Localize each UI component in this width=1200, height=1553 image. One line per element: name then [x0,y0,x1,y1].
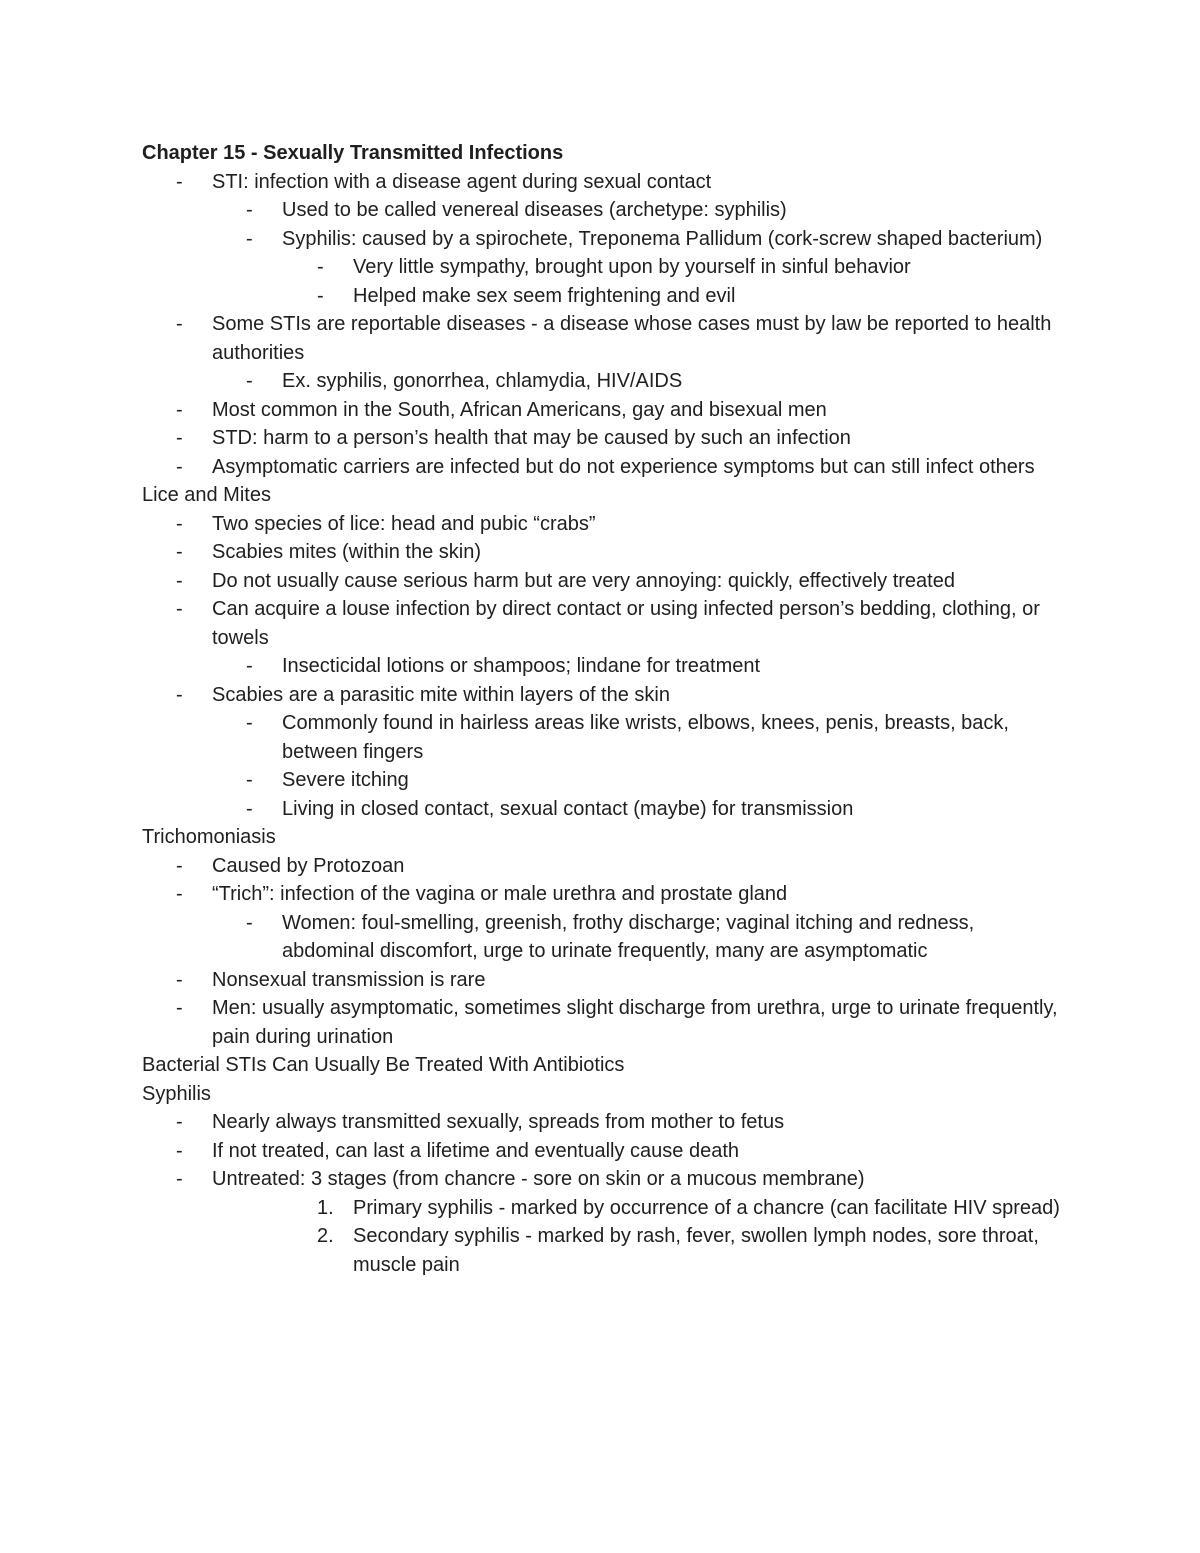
list-marker: - [246,797,253,820]
outline-list [142,168,1072,1280]
list-item-text: Some STIs are reportable diseases - a disease whose cases must by law be reported to health authorities [212,313,1052,364]
list-item [142,168,1072,197]
list-item-text: Ex. syphilis, gonorrhea, chlamydia, HIV/AIDS [282,370,683,392]
list-marker: - [176,427,183,449]
list-item-text: Insecticidal lotions or shampoos; lindane for treatment [282,655,761,677]
list-item [142,1194,1072,1223]
list-item-text: Asymptomatic carriers are infected but do not experience symptoms but can still infect others [212,455,1035,478]
chapter-title: Chapter 15 - Sexually Transmitted Infections [142,142,564,164]
list-item [142,1222,1072,1279]
list-marker: - [176,683,183,706]
list-item [142,310,1072,367]
list-item [142,538,1072,567]
list-item [142,795,1072,824]
list-marker: - [176,598,183,620]
list-marker: 2. [317,1225,334,1247]
list-marker: - [246,769,253,791]
list-item [142,880,1072,909]
list-item-text: Two species of lice: head and pubic “crabs” [212,512,596,535]
list-marker: - [176,854,183,877]
list-item-text: Severe itching [282,769,409,791]
list-item [142,396,1072,425]
list-item [142,424,1072,453]
list-item-text: Nonsexual transmission is rare [212,968,486,991]
list-item-text: Caused by Protozoan [212,854,405,877]
list-marker: - [317,256,324,278]
section-heading: Trichomoniasis [142,826,276,848]
list-item-text: Secondary syphilis - marked by rash, fever, swollen lymph nodes, sore throat, muscle pain [353,1225,1039,1276]
list-item [142,595,1072,652]
list-item-text: Very little sympathy, brought upon by yourself in sinful behavior [353,256,911,278]
list-item [142,709,1072,766]
list-marker: - [246,911,253,934]
list-marker: - [176,1111,183,1133]
list-marker: - [176,569,183,592]
list-marker: - [176,968,183,991]
list-marker: - [246,370,253,392]
list-item [142,567,1072,596]
list-item [142,253,1072,282]
list-item [142,196,1072,225]
list-item-text: Untreated: 3 stages (from chancre - sore on skin or a mucous membrane) [212,1168,865,1190]
section-heading: Lice and Mites [142,484,271,506]
list-marker: - [176,883,183,905]
list-item [142,909,1072,966]
document-body [142,139,1072,1279]
list-item [142,852,1072,881]
list-item-text: Most common in the South, African Americans, gay and bisexual men [212,398,827,421]
list-marker: - [176,1139,183,1162]
list-item-text: Can acquire a louse infection by direct contact or using infected person’s bedding, clothing, or towels [212,598,1040,649]
list-marker: - [246,227,253,250]
list-marker: - [176,455,183,478]
list-item-text: Scabies are a parasitic mite within layers of the skin [212,683,670,706]
list-item [142,681,1072,710]
list-marker: - [176,541,183,563]
list-item [142,1165,1072,1194]
list-item-text: Living in closed contact, sexual contact (maybe) for transmission [282,797,854,820]
list-item-text: If not treated, can last a lifetime and eventually cause death [212,1139,739,1162]
list-item-text: Primary syphilis - marked by occurrence of a chancre (can facilitate HIV spread) [353,1196,1060,1219]
list-marker: - [246,655,253,677]
list-item [142,225,1072,254]
list-item-text: Helped make sex seem frightening and evil [353,284,736,307]
list-marker: - [176,398,183,421]
section-heading: Syphilis [142,1082,211,1105]
list-item [142,367,1072,396]
list-item [142,1108,1072,1137]
list-item-text: “Trich”: infection of the vagina or male urethra and prostate gland [212,883,788,905]
list-item-text: Scabies mites (within the skin) [212,541,481,563]
list-item [142,966,1072,995]
list-item-text: Do not usually cause serious harm but are very annoying: quickly, effectively treated [212,569,955,592]
list-marker: - [176,512,183,535]
list-item-text: STD: harm to a person’s health that may be caused by such an infection [212,427,851,449]
list-marker: - [176,1168,183,1190]
list-item [142,282,1072,311]
list-marker: - [176,313,183,335]
list-item-text: Commonly found in hairless areas like wrists, elbows, knees, penis, breasts, back, between fingers [282,712,1009,763]
list-marker: - [317,284,324,307]
list-item [142,994,1072,1051]
list-item-text: Women: foul-smelling, greenish, frothy discharge; vaginal itching and redness, abdominal discomfort, urge to urinate frequently, many are asymptomatic [282,911,975,962]
list-item [142,453,1072,482]
list-item-text: Men: usually asymptomatic, sometimes slight discharge from urethra, urge to urinate frequently, pain during urination [212,997,1058,1048]
list-item [142,652,1072,681]
list-marker: - [246,712,253,734]
list-marker: - [246,199,253,221]
list-item-text: Used to be called venereal diseases (archetype: syphilis) [282,199,787,221]
list-marker: - [176,997,183,1019]
list-marker: 1. [317,1196,334,1219]
list-item [142,510,1072,539]
section-heading: Bacterial STIs Can Usually Be Treated With Antibiotics [142,1054,625,1076]
list-item-text: STI: infection with a disease agent during sexual contact [212,170,712,193]
list-marker: - [176,170,183,193]
list-item-text: Nearly always transmitted sexually, spreads from mother to fetus [212,1111,785,1133]
list-item [142,766,1072,795]
list-item-text: Syphilis: caused by a spirochete, Treponema Pallidum (cork-screw shaped bacterium) [282,227,1043,250]
list-item [142,1137,1072,1166]
